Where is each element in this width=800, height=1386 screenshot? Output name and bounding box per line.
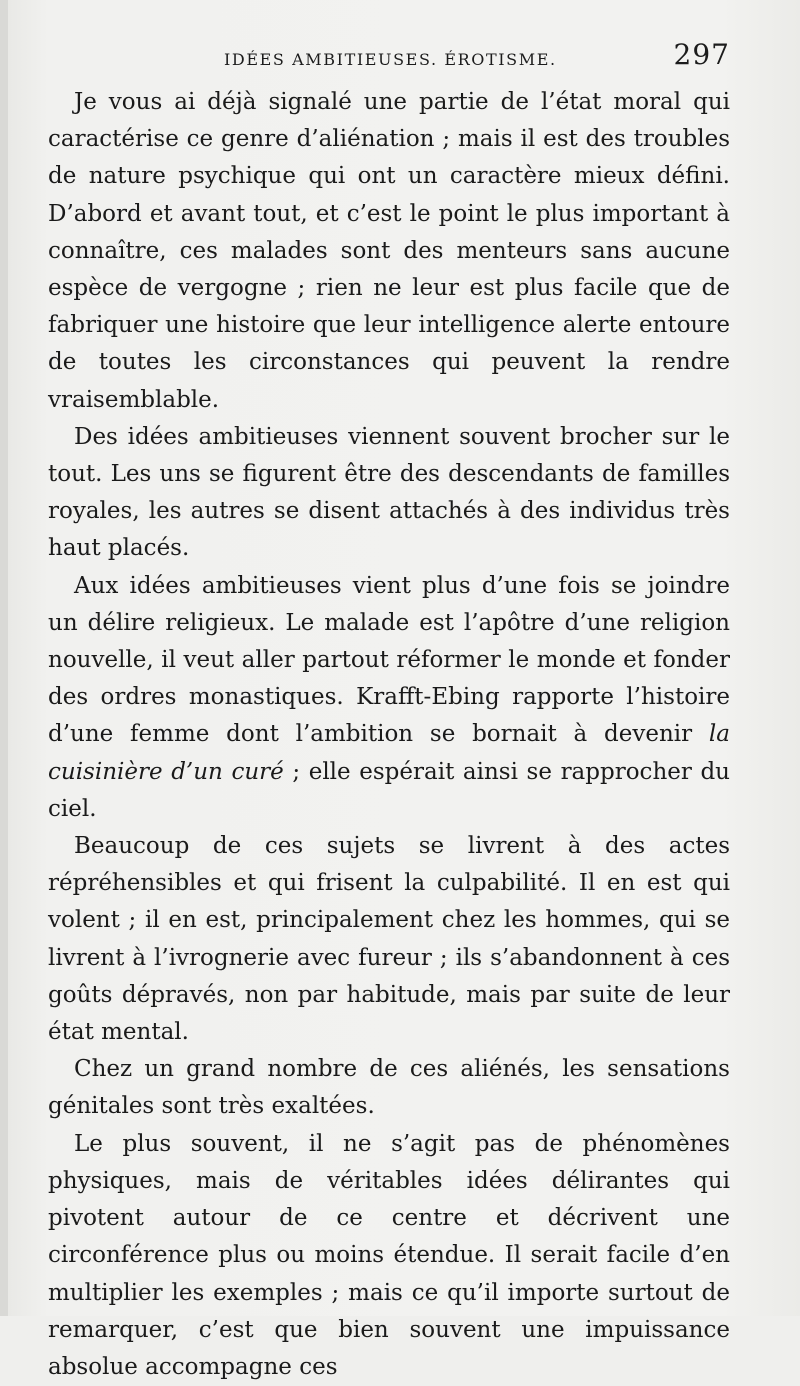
paragraph-3	[48, 568, 730, 828]
paragraph-5: Chez un grand nombre de ces aliénés, les sensations génitales sont très exaltées.	[48, 1056, 730, 1120]
italic-quote: la cuisinière d’un curé	[48, 721, 730, 785]
page-header	[48, 38, 730, 78]
paragraph-3-text-before: Aux idées ambitieuses vient plus d’une fois se joindre un délire religieux. Le malade est l’apôtre d’une religion nouvelle, il veut aller partout réformer le monde et fonder des ordres monastiques. Krafft-Ebing rapporte l’histoire d’une femme dont l’ambition se bornait à devenir	[48, 572, 730, 748]
page-number: 297	[673, 38, 730, 71]
paragraph-3-text-after: ; elle espérait ainsi se rapprocher du ciel.	[48, 758, 730, 822]
running-title: IDÉES AMBITIEUSES. ÉROTISME.	[224, 50, 557, 69]
paragraph-1: Je vous ai déjà signalé une partie de l’état moral qui caractérise ce genre d’aliénation ; mais il est des troubles de nature psychique qui ont un caractère mieux défini. D’abord et avant tout, et c’est le point le plus important à connaître, ces malades sont des menteurs sans aucune espèce de vergogne ; rien ne leur est plus facile que de fabriquer une histoire que leur intelligence alerte entoure de toutes les circonstances qui peuvent la rendre vraisemblable.	[48, 89, 730, 413]
page-edge-shadow	[0, 0, 8, 1316]
paragraph-6: Le plus souvent, il ne s’agit pas de phénomènes physiques, mais de véritables idées délirantes qui pivotent autour de ce centre et décrivent une circonférence plus ou moins étendue. Il serait facile d’en multiplier les exemples ; mais ce qu’il importe surtout de remarquer, c’est que bien souvent une impuissance absolue accompagne ces	[48, 1130, 730, 1380]
paragraph-4: Beaucoup de ces sujets se livrent à des actes répréhensibles et qui frisent la culpabilité. Il en est qui volent ; il en est, principalement chez les hommes, qui se livrent à l’ivrognerie avec fureur ; ils s’abandonnent à ces goûts dépravés, non par habitude, mais par suite de leur état mental.	[48, 833, 730, 1046]
body-text	[48, 84, 730, 1386]
paragraph-2: Des idées ambitieuses viennent souvent brocher sur le tout. Les uns se figurent être des descendants de familles royales, les autres se disent attachés à des individus très haut placés.	[48, 423, 730, 562]
